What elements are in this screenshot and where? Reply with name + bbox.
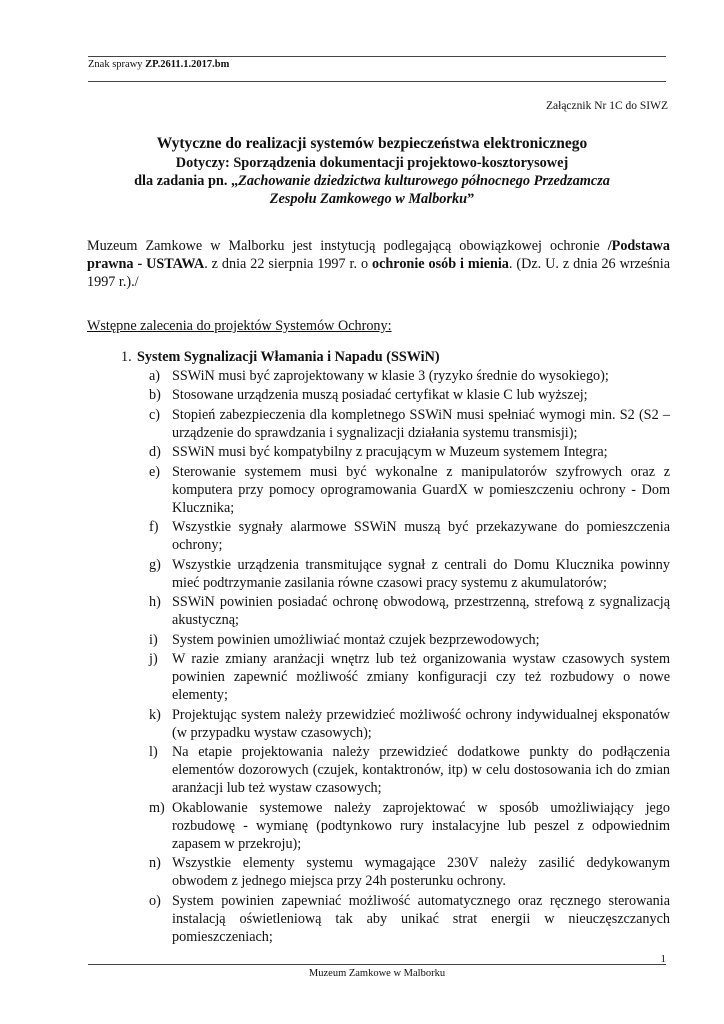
- list-item-text: Stosowane urządzenia muszą posiadać certyfikat w klasie C lub wyższej;: [172, 387, 588, 404]
- list-item: [87, 631, 670, 649]
- list-section-name: System Sygnalizacji Włamania i Napadu (SSWiN): [137, 349, 440, 365]
- footer-text: Muzeum Zamkowe w Malborku: [308, 968, 446, 979]
- title-subject: Dotyczy: Sporządzenia dokumentacji projektowo-kosztorysowej: [175, 155, 569, 171]
- list-item-text: Wszystkie elementy systemu wymagające 230V należy zasilić dedykowanym obwodem z jednego miejsca przy 24h posterunku ochrony.: [172, 855, 670, 890]
- list-item-label: a): [149, 368, 161, 385]
- list-item-text: Wszystkie sygnały alarmowe SSWiN muszą być przekazywane do pomieszczenia ochrony;: [172, 519, 670, 554]
- list-item: [87, 556, 670, 592]
- list-item-text: System powinien zapewniać możliwość automatycznego oraz ręcznego sterowania instalacją oświetleniową tak aby unikać strat energii w nieuczęszczanych pomieszczeniach;: [172, 892, 670, 946]
- list-items: [87, 367, 670, 946]
- list-item: [87, 743, 670, 797]
- list-item-label: i): [149, 631, 158, 648]
- title-task-line-2: [80, 190, 664, 208]
- list-item-text: Projektując system należy przewidzieć możliwość ochrony indywidualnej eksponatów (w przypadku wystaw czasowych);: [172, 706, 670, 741]
- list-item-label: g): [149, 556, 161, 573]
- list-item-text: SSWiN powinien posiadać ochronę obwodową, przestrzenną, strefową z sygnalizacją akustyczną;: [172, 594, 670, 629]
- list-item-label: e): [149, 463, 161, 480]
- list-item-label: n): [149, 855, 161, 872]
- list-item-label: d): [149, 444, 161, 461]
- list-item: [87, 518, 670, 554]
- list-item-text: Wszystkie urządzenia transmitujące sygnał z centrali do Domu Klucznika powinny mieć podtrzymanie zasilania równe czasowi pracy systemu z akumulatorów;: [172, 556, 670, 591]
- section-heading: Wstępne zalecenia do projektów Systemów Ochrony:: [87, 318, 392, 334]
- list-item-label: c): [149, 406, 161, 423]
- list-item: [87, 386, 670, 404]
- case-reference-label: Znak sprawy: [88, 59, 143, 70]
- title-task-prefix: dla zadania pn. „: [134, 173, 239, 189]
- header-top-rule: [88, 56, 666, 57]
- document-title: [80, 134, 664, 208]
- list-item-label: b): [149, 387, 161, 404]
- title-task-name-2: Zespołu Zamkowego w Malborku: [269, 191, 468, 207]
- list-item-text: SSWiN musi być kompatybilny z pracującym w Muzeum systemem Integra;: [172, 444, 608, 461]
- attachment-label: Załącznik Nr 1C do SIWZ: [546, 100, 668, 112]
- title-task-name-1: Zachowanie dziedzictwa kulturowego północnego Przedzamcza: [238, 173, 610, 189]
- header-bottom-rule: [88, 81, 666, 82]
- list-item-text: SSWiN musi być zaprojektowany w klasie 3 (ryzyko średnie do wysokiego);: [172, 368, 609, 385]
- requirements-list: [87, 348, 670, 947]
- title-main: Wytyczne do realizacji systemów bezpieczeństwa elektronicznego: [156, 135, 588, 152]
- intro-paragraph: Muzeum Zamkowe w Malborku jest instytucją podlegającą obowiązkowej ochronie /Podstawa prawna - USTAWA. z dnia 22 sierpnia 1997 r. o ochronie osób i mienia. (Dz. U. z dnia 26 września 1997 r.)./: [87, 238, 671, 290]
- list-item-text: System powinien umożliwiać montaż czujek bezprzewodowych;: [172, 631, 540, 648]
- case-reference: [88, 59, 229, 70]
- list-item: [87, 463, 670, 517]
- list-item-text: Na etapie projektowania należy przewidzieć dodatkowe punkty do podłączenia elementów dozorowych (czujek, kontaktronów, itp) w celu dostosowania ich do zmian aranżacji lub też wystaw czasowych;: [172, 744, 670, 797]
- list-item: [87, 367, 670, 385]
- list-item: [87, 706, 670, 742]
- footer-rule: [88, 964, 666, 965]
- list-item: [87, 892, 670, 946]
- case-reference-number: ZP.2611.1.2017.bm: [145, 59, 230, 70]
- list-item: [87, 799, 670, 853]
- list-item-label: h): [149, 594, 161, 611]
- list-item-label: j): [149, 651, 158, 668]
- list-item-label: m): [149, 799, 165, 816]
- list-item-text: Okablowanie systemowe należy zaprojektować w sposób umożliwiający jego rozbudowę - wymianę (podtynkowo rury instalacyjne lub peszel z odpowiednim zapasem w przekroju);: [172, 799, 670, 852]
- list-item: [87, 854, 670, 890]
- list-item: [87, 593, 670, 629]
- list-item: [87, 443, 670, 461]
- list-item: [87, 406, 670, 442]
- title-task-line: [80, 172, 664, 190]
- list-section-title: [87, 348, 670, 366]
- page-number: 1: [660, 953, 666, 965]
- list-item-label: f): [149, 519, 159, 536]
- title-task-suffix: ”: [467, 191, 475, 207]
- list-item: [87, 650, 670, 704]
- list-item-text: Sterowanie systemem musi być wykonalne z manipulatorów szyfrowych oraz z komputera przy pomocy oprogramowania GuardX w pomieszczeniu ochrony - Dom Klucznika;: [172, 463, 670, 516]
- list-item-label: k): [149, 706, 161, 723]
- list-section-number: 1.: [121, 349, 132, 365]
- list-item-text: W razie zmiany aranżacji wnętrz lub też organizowania wystaw czasowych system powinien zapewnić możliwość zmiany konfiguracji czy też rozbudowy o nowe elementy;: [172, 651, 670, 704]
- list-item-text: Stopień zabezpieczenia dla kompletnego SSWiN musi spełniać wymogi min. S2 (S2 – urządzenie do sprawdzania i sygnalizacji działania systemu transmisji);: [172, 406, 670, 441]
- list-item-label: o): [149, 892, 161, 909]
- list-item-label: l): [149, 744, 158, 761]
